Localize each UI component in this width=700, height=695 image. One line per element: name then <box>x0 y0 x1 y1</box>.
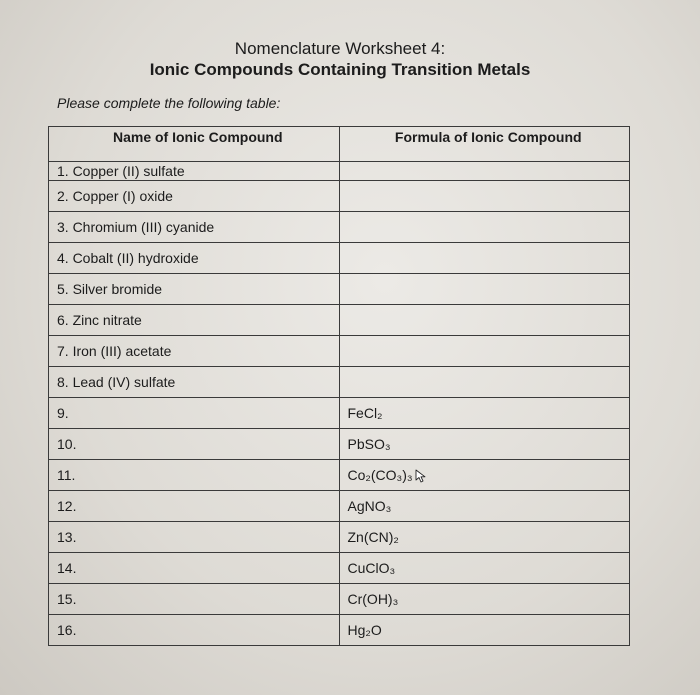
formula-cell[interactable]: PbSO₃ <box>339 429 630 460</box>
name-cell[interactable]: 15. <box>49 584 340 615</box>
table-row <box>49 615 630 646</box>
table-row <box>49 522 630 553</box>
name-cell[interactable]: 10. <box>49 429 340 460</box>
table-row <box>49 212 630 243</box>
name-cell[interactable]: 5. Silver bromide <box>49 274 340 305</box>
name-cell[interactable]: 14. <box>49 553 340 584</box>
table-header-row <box>49 127 630 162</box>
table-row <box>49 243 630 274</box>
name-cell[interactable]: 12. <box>49 491 340 522</box>
name-cell[interactable]: 1. Copper (II) sulfate <box>49 162 340 181</box>
formula-cell[interactable]: Cr(OH)₃ <box>339 584 630 615</box>
name-cell[interactable]: 4. Cobalt (II) hydroxide <box>49 243 340 274</box>
mouse-pointer-icon <box>415 469 427 483</box>
formula-cell[interactable] <box>339 243 630 274</box>
table-row <box>49 491 630 522</box>
instruction-text: Please complete the following table: <box>57 95 281 111</box>
table-row <box>49 398 630 429</box>
formula-text: Co₂(CO₃)₃ <box>347 466 413 483</box>
name-cell[interactable]: 9. <box>49 398 340 429</box>
table-row <box>49 367 630 398</box>
name-cell[interactable]: 2. Copper (I) oxide <box>49 181 340 212</box>
formula-cell[interactable]: FeCl₂ <box>339 398 630 429</box>
formula-cell[interactable]: Zn(CN)₂ <box>339 522 630 553</box>
table-row <box>49 274 630 305</box>
name-cell[interactable]: 13. <box>49 522 340 553</box>
table-row <box>49 162 630 181</box>
name-cell[interactable]: 16. <box>49 615 340 646</box>
name-cell[interactable]: 11. <box>49 460 340 491</box>
formula-cell[interactable] <box>339 367 630 398</box>
formula-cell[interactable] <box>339 162 630 181</box>
table-row <box>49 429 630 460</box>
table-row <box>49 553 630 584</box>
table-row <box>49 460 630 491</box>
table-row <box>49 336 630 367</box>
formula-cell[interactable] <box>339 274 630 305</box>
formula-cell[interactable] <box>339 181 630 212</box>
formula-cell[interactable]: Hg₂O <box>339 615 630 646</box>
formula-cell[interactable] <box>339 336 630 367</box>
compound-table <box>48 126 630 646</box>
name-cell[interactable]: 7. Iron (III) acetate <box>49 336 340 367</box>
worksheet-subtitle: Ionic Compounds Containing Transition Metals <box>149 60 531 79</box>
table-row <box>49 584 630 615</box>
formula-column-header: Formula of Ionic Compound <box>339 127 630 162</box>
table-row <box>49 181 630 212</box>
name-cell[interactable]: 6. Zinc nitrate <box>49 305 340 336</box>
table-row <box>49 305 630 336</box>
name-column-header: Name of Ionic Compound <box>49 127 340 162</box>
formula-cell[interactable] <box>339 460 630 491</box>
formula-cell[interactable]: AgNO₃ <box>339 491 630 522</box>
formula-cell[interactable]: CuClO₃ <box>339 553 630 584</box>
formula-cell[interactable] <box>339 212 630 243</box>
worksheet-title: Nomenclature Worksheet 4: <box>234 39 446 58</box>
name-cell[interactable]: 3. Chromium (III) cyanide <box>49 212 340 243</box>
formula-cell[interactable] <box>339 305 630 336</box>
name-cell[interactable]: 8. Lead (IV) sulfate <box>49 367 340 398</box>
worksheet-title-block <box>0 38 680 80</box>
